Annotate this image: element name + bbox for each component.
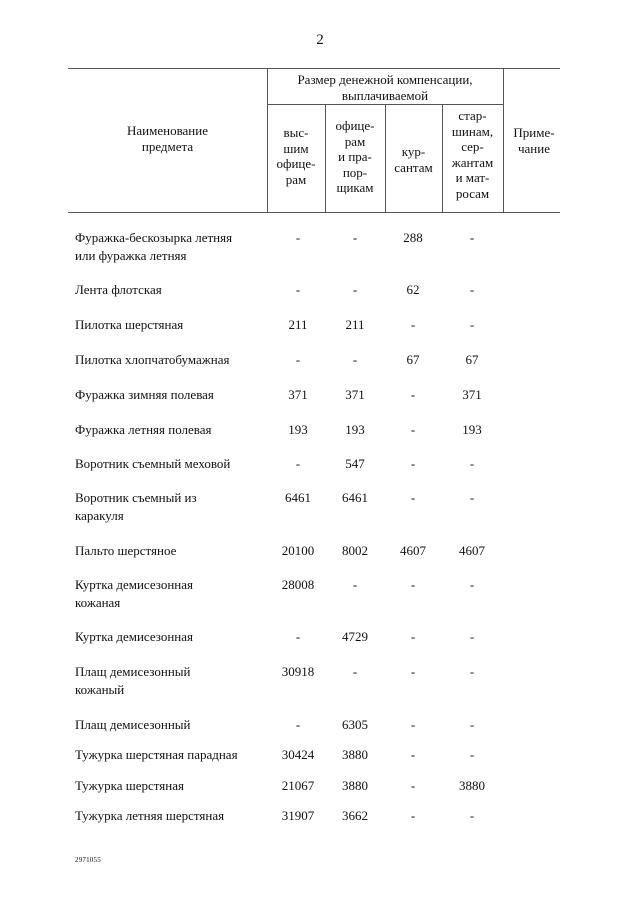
item-name-line: Тужурка шерстяная [75,778,184,793]
item-name-line: кожаный [75,681,125,697]
header-bottom-rule [68,212,560,213]
header-text-line: предмета [141,138,194,154]
compensation-value: 371 [345,387,365,402]
compensation-value: - [295,456,301,471]
item-name-line: каракуля [75,507,124,523]
item-name-line: Куртка демисезонная [75,629,193,644]
compensation-value: 3880 [342,778,368,793]
item-name [75,807,275,825]
compensation-value: - [352,230,358,245]
header-text-line: стар- [458,108,487,123]
header-text-line: и пра- [338,149,372,164]
page-number: 2 [316,32,324,48]
compensation-value: - [410,717,416,732]
header-col-senior-officers [267,125,325,187]
item-name-line: Фуражка зимняя полевая [75,387,214,402]
compensation-value: 62 [406,282,420,297]
item-name-line: Лента флотская [75,282,162,297]
compensation-value: 193 [462,422,482,437]
item-name-line: Тужурка шерстяная парадная [75,747,238,762]
item-name-line: Пилотка шерстяная [75,317,184,332]
header-text-line: чание [518,140,550,156]
compensation-value: 3880 [459,778,485,793]
item-name-line: кожаная [75,594,121,610]
header-text-line: сантам [394,159,433,175]
item-name [75,455,275,473]
item-name-line: Фуражка летняя полевая [75,422,212,437]
header-text-line: офице- [335,118,375,133]
item-name [75,663,275,698]
compensation-value: 28008 [281,577,315,592]
item-name [75,386,275,404]
header-text-line: Наименование [127,123,208,138]
header-text-line: росам [455,185,490,201]
compensation-value: - [469,490,475,505]
compensation-value: - [469,230,475,245]
compensation-value: - [410,456,416,471]
header-text-line: кур- [401,144,426,159]
compensation-value: 211 [288,317,308,332]
compensation-value: - [469,664,475,679]
header-col-cadets [385,144,442,175]
compensation-value: - [469,629,475,644]
compensation-value: 371 [462,387,482,402]
document-code: 2971055 [75,856,101,864]
header-text-line: Приме- [513,125,555,140]
compensation-value: - [352,577,358,592]
compensation-value: - [410,577,416,592]
item-name-line: Пилотка хлопчатобумажная [75,352,230,367]
item-name-line: или фуражка летняя [75,247,187,263]
compensation-value: 4607 [400,543,426,558]
compensation-value: 21067 [281,778,315,793]
header-text-line: щикам [336,180,374,195]
item-name [75,746,275,764]
compensation-value: - [295,352,301,367]
item-name-line: Плащ демисезонный [75,717,191,732]
compensation-value: 31907 [281,808,315,823]
item-name-line: Воротник съемный из [75,490,197,505]
item-name [75,489,275,524]
header-compensation-group [267,72,503,103]
compensation-value: - [410,747,416,762]
item-name-line: Фуражка-бескозырка летняя [75,230,233,245]
compensation-value: 8002 [342,543,368,558]
compensation-value: 3662 [342,808,368,823]
compensation-value: 6461 [342,490,368,505]
header-text-line: рам [344,133,366,149]
item-name [75,628,275,646]
item-name-line: Воротник съемный меховой [75,456,231,471]
item-name-line: Тужурка летняя шерстяная [75,808,225,823]
compensation-value: - [352,282,358,297]
header-text-line: офице- [276,156,316,171]
compensation-value: 4607 [459,543,485,558]
compensation-value: 193 [345,422,365,437]
header-col-officers-warrant [325,118,385,196]
item-name-line: Пальто шерстяное [75,543,177,558]
header-text-line: выс- [283,125,309,140]
header-text-line: пор- [342,164,368,180]
compensation-value: - [352,352,358,367]
header-text-line: сер- [461,139,484,154]
header-text-line: выплачиваемой [341,87,429,103]
compensation-value: 6305 [342,717,368,732]
item-name [75,421,275,439]
compensation-value: - [295,230,301,245]
compensation-value: - [410,664,416,679]
item-name [75,316,275,334]
item-name [75,716,275,734]
compensation-value: - [295,629,301,644]
compensation-value: 30918 [281,664,315,679]
compensation-value: - [410,808,416,823]
compensation-value: - [410,422,416,437]
compensation-value: 547 [345,456,365,471]
compensation-value: 20100 [281,543,315,558]
compensation-value: - [469,717,475,732]
header-text-line: Размер денежной компенсации, [297,72,473,87]
header-text-line: рам [285,171,307,187]
header-text-line: жантам [451,154,494,170]
compensation-value: - [410,387,416,402]
compensation-value: 30424 [281,747,315,762]
compensation-value: - [352,664,358,679]
compensation-value: - [295,282,301,297]
compensation-value: 67 [406,352,420,367]
header-note-column [503,125,565,156]
item-name [75,281,275,299]
header-text-line: шим [283,140,309,156]
compensation-value: - [469,747,475,762]
compensation-value: 4729 [342,629,368,644]
compensation-value: - [295,717,301,732]
item-name [75,576,275,611]
header-text-line: и мат- [455,170,490,185]
header-name-column [68,123,267,154]
compensation-value: - [410,317,416,332]
compensation-value: - [410,778,416,793]
compensation-value: 3880 [342,747,368,762]
compensation-value: - [469,456,475,471]
compensation-value: 211 [345,317,365,332]
table-top-rule [68,68,560,69]
compensation-value: 67 [465,352,479,367]
item-name-line: Плащ демисезонный [75,664,191,679]
item-name [75,229,275,264]
compensation-value: 193 [288,422,308,437]
item-name [75,542,275,560]
item-name [75,351,275,369]
compensation-value: - [469,317,475,332]
compensation-value: - [410,490,416,505]
compensation-value: 371 [288,387,308,402]
compensation-value: - [469,577,475,592]
header-col-sergeants-sailors [442,108,503,201]
item-name-line: Куртка демисезонная [75,577,193,592]
header-text-line: шинам, [451,123,494,139]
compensation-value: - [469,282,475,297]
compensation-value: - [469,808,475,823]
compensation-value: 6461 [285,490,311,505]
compensation-value: 288 [403,230,423,245]
item-name [75,777,275,795]
compensation-value: - [410,629,416,644]
